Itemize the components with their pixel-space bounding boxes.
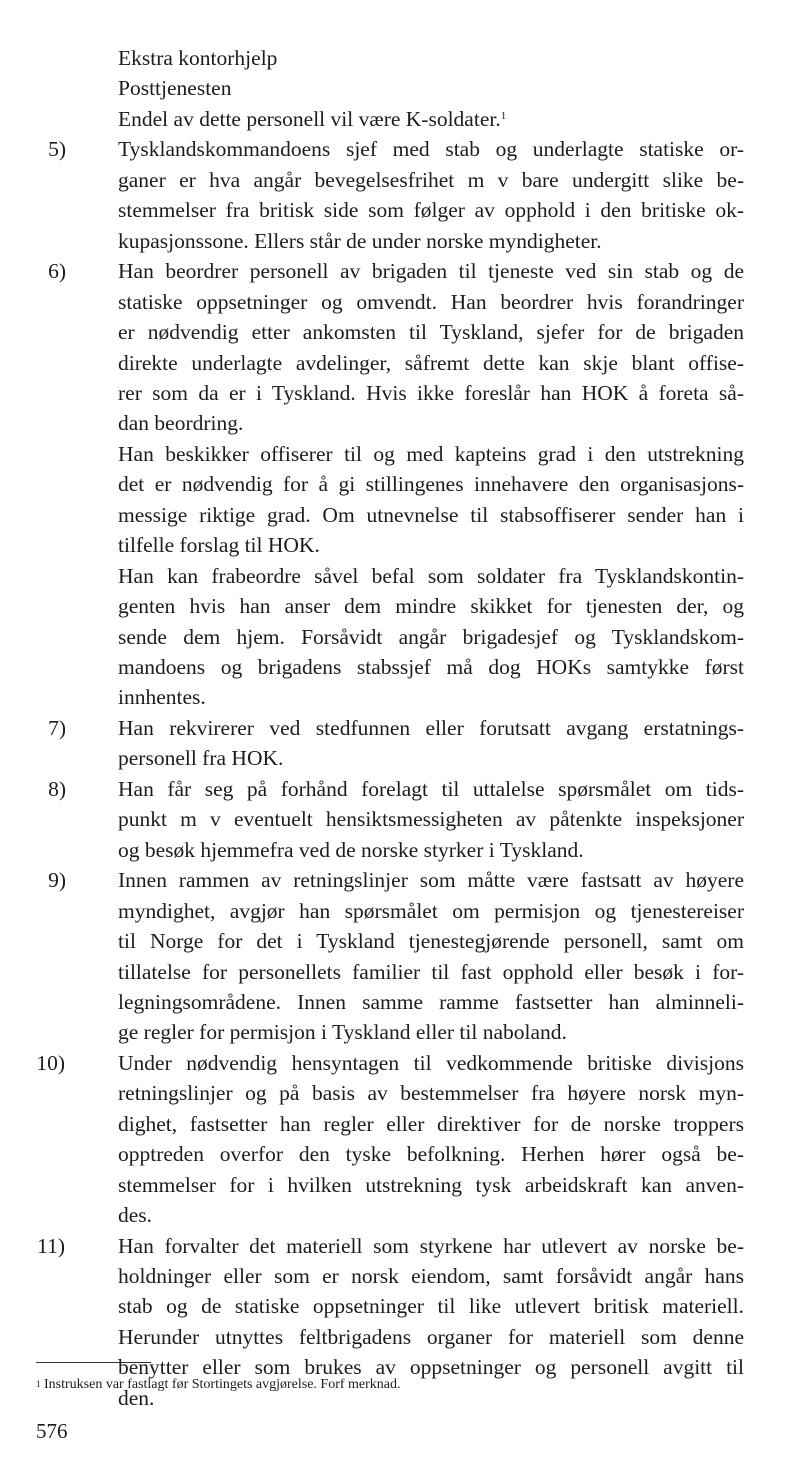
- footnote-text: Instruksen var fastlagt før Stortingets avgjørelse. Forf merknad.: [44, 1377, 401, 1392]
- text-line: [118, 317, 744, 347]
- text-line: [118, 987, 744, 1017]
- text-line: [118, 1109, 744, 1139]
- text-line: [118, 865, 744, 895]
- text-line-content: dighet, fastsetter han regler eller direktiver for de norske troppers: [118, 1112, 744, 1136]
- text-line: [118, 43, 744, 73]
- text-line: [118, 1139, 744, 1169]
- text-line-content: er nødvendig etter ankomsten til Tyskland, sjefer for de brigaden: [118, 320, 744, 344]
- text-line-content: Herunder utnyttes feltbrigadens organer for materiell som denne: [118, 1325, 744, 1349]
- text-line: [118, 408, 744, 438]
- text-line-content: myndighet, avgjør han spørsmålet om permisjon og tjenestereiser: [118, 899, 744, 923]
- text-line-content: innhentes.: [118, 685, 206, 709]
- text-line: [118, 500, 744, 530]
- text-line-content: stemmelser for i hvilken utstrekning tysk arbeidskraft kan anven-: [118, 1173, 744, 1197]
- text-line: [118, 226, 744, 256]
- page-number: 576: [36, 1419, 68, 1443]
- text-line: [118, 1200, 744, 1230]
- text-line-content: Han kan frabeordre såvel befal som soldater fra Tysklandskontin-: [118, 564, 744, 588]
- text-line: [118, 926, 744, 956]
- text-line-content: Han beskikker offiserer til og med kapteins grad i den utstrekning: [118, 442, 744, 466]
- text-line: [118, 439, 744, 469]
- text-line-content: personell fra HOK.: [118, 746, 284, 770]
- text-line: [118, 804, 744, 834]
- text-line: [118, 469, 744, 499]
- text-line-content: punkt m v eventuelt hensiktsmessigheten av påtenkte inspeksjoner: [118, 807, 744, 831]
- text-line-content: statiske oppsetninger og omvendt. Han beordrer hvis forandringer: [118, 290, 744, 314]
- text-line-content: og besøk hjemmefra ved de norske styrker i Tyskland.: [118, 838, 584, 862]
- text-line-content: Posttjenesten: [118, 76, 232, 100]
- text-line-content: ge regler for permisjon i Tyskland eller til naboland.: [118, 1020, 567, 1044]
- text-line: [118, 1261, 744, 1291]
- text-line: [118, 774, 744, 804]
- text-line: [118, 743, 744, 773]
- text-line: [118, 622, 744, 652]
- text-line: [118, 73, 744, 103]
- text-line: [118, 1352, 744, 1382]
- paragraph-number: 9): [48, 868, 66, 892]
- text-line-content: Endel av dette personell vil være K-soldater.: [118, 107, 501, 131]
- text-line-content: tilfelle forslag til HOK.: [118, 533, 320, 557]
- text-line-content: stemmelser fra britisk side som følger av opphold i den britiske ok-: [118, 198, 744, 222]
- paragraph-number: 8): [48, 777, 66, 801]
- text-line-content: den.: [118, 1386, 155, 1410]
- text-line-content: rer som da er i Tyskland. Hvis ikke foreslår han HOK å foreta så-: [118, 381, 744, 405]
- text-line: [118, 591, 744, 621]
- text-line: [118, 195, 744, 225]
- text-line: [118, 348, 744, 378]
- text-line-content: opptreden overfor den tyske befolkning. Herhen hører også be-: [118, 1142, 744, 1166]
- text-line: [118, 1017, 744, 1047]
- text-line-content: retningslinjer og på basis av bestemmelser fra høyere norsk myn-: [118, 1081, 744, 1105]
- text-line: [118, 1291, 744, 1321]
- paragraph-number: 6): [48, 259, 66, 283]
- text-line-content: sende dem hjem. Forsåvidt angår brigadesjef og Tysklandskom-: [118, 625, 744, 649]
- text-line: [118, 104, 744, 134]
- text-line-content: benytter eller som brukes av oppsetninger og personell avgitt til: [118, 1355, 744, 1379]
- paragraph-number: 5): [48, 137, 66, 161]
- text-line-content: messige riktige grad. Om utnevnelse til stabsoffiserer sender han i: [118, 503, 744, 527]
- text-line: [118, 896, 744, 926]
- paragraph-number: 11): [37, 1234, 65, 1258]
- text-line-content: det er nødvendig for å gi stillingenes innehavere den organisasjons-: [118, 472, 744, 496]
- text-line: [118, 713, 744, 743]
- text-line-content: direkte underlagte avdelinger, såfremt dette kan skje blant offise-: [118, 351, 744, 375]
- text-line-content: til Norge for det i Tyskland tjenestegjørende personell, samt om: [118, 929, 744, 953]
- text-line: [118, 957, 744, 987]
- text-line: [118, 1383, 744, 1413]
- text-line-content: Innen rammen av retningslinjer som måtte være fastsatt av høyere: [118, 868, 744, 892]
- text-line-content: Han beordrer personell av brigaden til tjeneste ved sin stab og de: [118, 259, 744, 283]
- text-line: [118, 378, 744, 408]
- text-line-content: Han får seg på forhånd forelagt til uttalelse spørsmålet om tids-: [118, 777, 744, 801]
- text-line: [118, 165, 744, 195]
- text-line: [118, 682, 744, 712]
- text-line-content: Under nødvendig hensyntagen til vedkommende britiske divisjons: [118, 1051, 744, 1075]
- text-line: [118, 256, 744, 286]
- footnote-mark: 1: [36, 1379, 41, 1389]
- text-line-content: des.: [118, 1203, 153, 1227]
- text-line-content: holdninger eller som er norsk eiendom, samt forsåvidt angår hans: [118, 1264, 744, 1288]
- text-line-content: Han rekvirerer ved stedfunnen eller forutsatt avgang erstatnings-: [118, 716, 744, 740]
- footnote-reference: 1: [500, 110, 507, 122]
- text-line: [118, 134, 744, 164]
- text-line: [118, 561, 744, 591]
- paragraph-number: 7): [48, 716, 66, 740]
- text-line: [118, 530, 744, 560]
- text-line-content: tillatelse for personellets familier til fast opphold eller besøk i for-: [118, 960, 744, 984]
- paragraph-number: 10): [36, 1051, 65, 1075]
- text-line: [118, 1170, 744, 1200]
- text-line: [118, 835, 744, 865]
- text-line: [118, 287, 744, 317]
- text-line-content: kupasjonssone. Ellers står de under norske myndigheter.: [118, 229, 602, 253]
- text-line-content: Ekstra kontorhjelp: [118, 46, 278, 70]
- text-line: [118, 1322, 744, 1352]
- text-line-content: dan beordring.: [118, 411, 244, 435]
- text-line: [118, 1048, 744, 1078]
- text-line: [118, 1078, 744, 1108]
- text-line-content: ganer er hva angår bevegelsesfrihet m v bare undergitt slike be-: [118, 168, 744, 192]
- text-line-content: Tysklandskommandoens sjef med stab og underlagte statiske or-: [118, 137, 744, 161]
- text-line-content: Han forvalter det materiell som styrkene har utlevert av norske be-: [118, 1234, 744, 1258]
- text-line: [118, 1231, 744, 1261]
- text-line-content: mandoens og brigadens stabssjef må dog HOKs samtykke først: [118, 655, 744, 679]
- text-line-content: genten hvis han anser dem mindre skikket for tjenesten der, og: [118, 594, 744, 618]
- text-line-content: stab og de statiske oppsetninger til like utlevert britisk materiell.: [118, 1294, 744, 1318]
- text-line: [118, 652, 744, 682]
- text-line-content: legningsområdene. Innen samme ramme fastsetter han alminneli-: [118, 990, 744, 1014]
